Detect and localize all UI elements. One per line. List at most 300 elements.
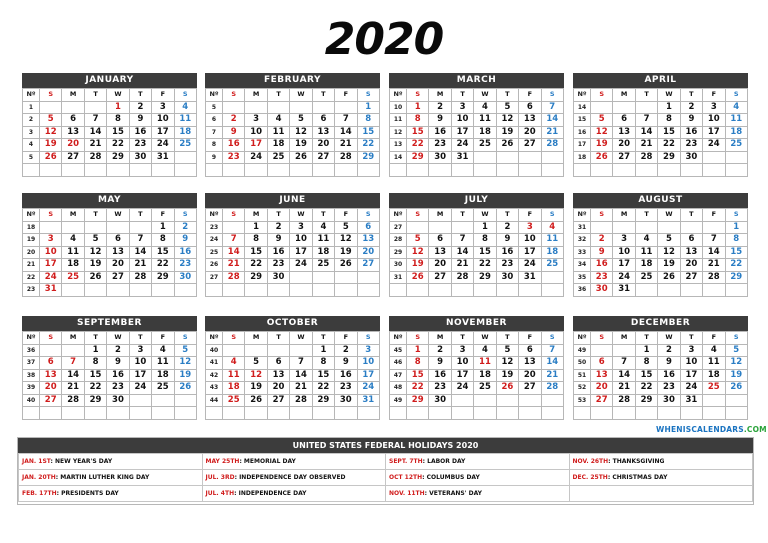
day-cell: 9 <box>267 234 289 247</box>
week-number: 43 <box>206 382 223 395</box>
day-cell: 15 <box>107 126 129 139</box>
day-cell: 11 <box>703 357 725 370</box>
day-cell <box>223 284 245 297</box>
day-cell <box>519 151 541 164</box>
week-number: 14 <box>390 151 407 164</box>
day-cell: 26 <box>40 151 62 164</box>
day-cell: 30 <box>129 151 151 164</box>
week-row <box>23 246 197 259</box>
week-row <box>390 357 564 370</box>
day-cell: 17 <box>613 259 635 272</box>
day-cell <box>152 164 174 177</box>
week-row <box>574 114 748 127</box>
brand-domain: .COM <box>743 425 767 434</box>
day-cell: 12 <box>290 126 312 139</box>
day-cell: 9 <box>223 126 245 139</box>
day-cell: 26 <box>496 139 518 152</box>
day-cell: 29 <box>245 271 267 284</box>
day-cell: 27 <box>519 139 541 152</box>
day-cell: 14 <box>635 126 657 139</box>
week-number <box>390 284 407 297</box>
day-cell: 6 <box>429 234 451 247</box>
week-row <box>390 114 564 127</box>
week-number: 19 <box>23 234 40 247</box>
day-cell <box>174 407 196 420</box>
day-cell: 21 <box>541 369 563 382</box>
day-cell: 26 <box>407 271 429 284</box>
weekday-header: S <box>725 89 747 102</box>
week-row <box>206 221 380 234</box>
day-cell <box>541 284 563 297</box>
weekday-header: S <box>174 209 196 222</box>
day-cell: 7 <box>541 344 563 357</box>
day-cell: 24 <box>152 139 174 152</box>
day-cell: 24 <box>451 382 473 395</box>
day-cell: 29 <box>84 394 106 407</box>
week-number: 25 <box>206 246 223 259</box>
day-cell <box>174 164 196 177</box>
day-cell: 8 <box>152 234 174 247</box>
day-cell <box>496 407 518 420</box>
week-number: 44 <box>206 394 223 407</box>
day-cell: 22 <box>357 139 379 152</box>
day-cell: 16 <box>107 369 129 382</box>
week-number: 14 <box>574 101 591 114</box>
week-row <box>574 271 748 284</box>
week-row <box>206 139 380 152</box>
week-row <box>574 101 748 114</box>
day-cell <box>613 344 635 357</box>
day-cell: 22 <box>245 259 267 272</box>
day-cell: 6 <box>519 101 541 114</box>
day-cell: 19 <box>290 139 312 152</box>
day-cell: 13 <box>519 357 541 370</box>
day-cell: 13 <box>613 126 635 139</box>
day-cell: 19 <box>84 259 106 272</box>
day-cell <box>725 151 747 164</box>
day-cell: 19 <box>496 369 518 382</box>
day-cell: 3 <box>129 344 151 357</box>
day-cell <box>613 101 635 114</box>
day-cell: 5 <box>245 357 267 370</box>
day-cell <box>152 394 174 407</box>
day-cell: 28 <box>129 271 151 284</box>
day-cell: 21 <box>451 259 473 272</box>
weekday-header: S <box>541 332 563 345</box>
week-number <box>206 284 223 297</box>
week-number: 27 <box>206 271 223 284</box>
week-number: 40 <box>23 394 40 407</box>
weekday-header: T <box>496 209 518 222</box>
weekday-header: T <box>129 332 151 345</box>
day-cell <box>474 164 496 177</box>
day-cell: 24 <box>703 139 725 152</box>
month-october <box>205 316 380 420</box>
day-cell: 19 <box>174 369 196 382</box>
day-cell: 25 <box>635 271 657 284</box>
holiday-cell <box>202 486 386 502</box>
weekday-header: W <box>290 332 312 345</box>
week-number: 36 <box>23 344 40 357</box>
day-cell: 10 <box>152 114 174 127</box>
day-cell: 17 <box>129 369 151 382</box>
day-cell <box>62 284 84 297</box>
day-cell: 7 <box>129 234 151 247</box>
weekday-header: Nº <box>390 209 407 222</box>
day-cell <box>451 284 473 297</box>
day-cell: 20 <box>613 139 635 152</box>
day-cell: 18 <box>474 369 496 382</box>
day-cell: 30 <box>658 394 680 407</box>
day-cell <box>245 164 267 177</box>
holiday-cell <box>386 454 570 470</box>
day-cell: 4 <box>541 221 563 234</box>
day-cell: 29 <box>407 394 429 407</box>
day-cell: 3 <box>519 221 541 234</box>
day-cell: 24 <box>129 382 151 395</box>
day-cell: 16 <box>223 139 245 152</box>
day-cell <box>407 284 429 297</box>
day-cell <box>496 394 518 407</box>
day-cell: 19 <box>591 139 613 152</box>
day-cell: 13 <box>357 234 379 247</box>
week-row <box>390 246 564 259</box>
day-cell: 9 <box>107 357 129 370</box>
week-row <box>390 344 564 357</box>
day-cell <box>613 407 635 420</box>
day-cell: 2 <box>429 344 451 357</box>
day-cell: 5 <box>725 344 747 357</box>
day-cell <box>429 407 451 420</box>
weekday-header: Nº <box>206 332 223 345</box>
day-cell <box>335 271 357 284</box>
day-cell: 4 <box>474 101 496 114</box>
day-cell <box>84 284 106 297</box>
month-name: JANUARY <box>22 73 197 88</box>
day-cell <box>541 407 563 420</box>
week-row <box>390 151 564 164</box>
day-cell: 10 <box>703 114 725 127</box>
month-name: APRIL <box>573 73 748 88</box>
day-cell: 20 <box>519 369 541 382</box>
day-cell: 23 <box>591 271 613 284</box>
day-cell: 29 <box>658 151 680 164</box>
day-cell: 13 <box>429 246 451 259</box>
day-cell: 13 <box>267 369 289 382</box>
weekday-header: W <box>290 89 312 102</box>
week-row <box>23 259 197 272</box>
day-cell: 11 <box>635 246 657 259</box>
weekday-header: M <box>245 332 267 345</box>
day-cell: 12 <box>245 369 267 382</box>
day-cell <box>267 101 289 114</box>
day-cell: 22 <box>725 259 747 272</box>
day-cell: 8 <box>725 234 747 247</box>
day-cell <box>223 344 245 357</box>
day-cell <box>335 407 357 420</box>
day-cell: 19 <box>496 126 518 139</box>
day-cell: 11 <box>152 357 174 370</box>
week-number: 15 <box>574 114 591 127</box>
week-number: 5 <box>23 151 40 164</box>
day-cell: 6 <box>519 344 541 357</box>
week-number: 47 <box>390 369 407 382</box>
week-number: 33 <box>574 246 591 259</box>
month-june <box>205 193 380 297</box>
day-cell: 4 <box>725 101 747 114</box>
day-cell: 26 <box>174 382 196 395</box>
week-row <box>23 114 197 127</box>
weekday-header: S <box>174 89 196 102</box>
weekday-header: T <box>129 209 151 222</box>
day-cell: 7 <box>451 234 473 247</box>
day-cell: 20 <box>312 139 334 152</box>
week-row <box>206 164 380 177</box>
weekday-header: S <box>407 209 429 222</box>
day-cell <box>129 164 151 177</box>
day-cell <box>290 344 312 357</box>
week-number: 20 <box>23 246 40 259</box>
weekday-header: T <box>635 209 657 222</box>
day-cell: 25 <box>703 382 725 395</box>
week-number: 49 <box>574 344 591 357</box>
day-cell: 16 <box>129 126 151 139</box>
week-number: 22 <box>23 271 40 284</box>
day-cell: 30 <box>267 271 289 284</box>
day-cell <box>451 407 473 420</box>
week-number: 45 <box>390 344 407 357</box>
day-cell <box>519 407 541 420</box>
day-cell: 25 <box>62 271 84 284</box>
day-cell <box>84 101 106 114</box>
day-cell <box>658 221 680 234</box>
day-cell: 2 <box>335 344 357 357</box>
day-cell: 27 <box>312 151 334 164</box>
day-cell: 13 <box>312 126 334 139</box>
month-name: JULY <box>389 193 564 208</box>
day-cell <box>223 101 245 114</box>
day-cell: 22 <box>635 382 657 395</box>
week-row <box>390 369 564 382</box>
brand-logo[interactable] <box>656 425 767 434</box>
week-number: 9 <box>206 151 223 164</box>
day-cell: 26 <box>725 382 747 395</box>
day-cell: 23 <box>429 382 451 395</box>
holiday-name: : CHRISTMAS DAY <box>607 474 668 481</box>
day-cell: 1 <box>152 221 174 234</box>
day-cell: 22 <box>107 139 129 152</box>
holiday-cell <box>386 470 570 486</box>
day-cell <box>725 164 747 177</box>
day-cell: 3 <box>40 234 62 247</box>
day-cell: 9 <box>335 357 357 370</box>
day-cell: 11 <box>725 114 747 127</box>
week-number <box>23 407 40 420</box>
weekday-header: S <box>40 89 62 102</box>
holiday-cell <box>19 470 203 486</box>
week-number: 29 <box>390 246 407 259</box>
month-name: AUGUST <box>573 193 748 208</box>
day-cell: 26 <box>496 382 518 395</box>
day-cell <box>62 221 84 234</box>
day-cell: 5 <box>496 101 518 114</box>
week-number: 26 <box>206 259 223 272</box>
day-cell: 19 <box>40 139 62 152</box>
day-cell <box>451 221 473 234</box>
holiday-name: : INDEPENDENCE DAY OBSERVED <box>234 474 346 481</box>
day-cell <box>496 164 518 177</box>
day-cell: 8 <box>357 114 379 127</box>
weekday-header: M <box>613 209 635 222</box>
day-cell: 4 <box>174 101 196 114</box>
week-row <box>574 344 748 357</box>
day-cell <box>107 164 129 177</box>
day-cell <box>267 407 289 420</box>
day-cell: 10 <box>680 357 702 370</box>
holiday-cell <box>19 486 203 502</box>
day-cell: 23 <box>267 259 289 272</box>
day-cell: 26 <box>591 151 613 164</box>
day-cell: 11 <box>174 114 196 127</box>
day-cell: 15 <box>152 246 174 259</box>
weekday-header: T <box>635 89 657 102</box>
day-cell: 16 <box>680 126 702 139</box>
month-name: MAY <box>22 193 197 208</box>
day-cell: 5 <box>496 344 518 357</box>
day-cell <box>245 284 267 297</box>
weekday-header: S <box>591 332 613 345</box>
week-number: 38 <box>23 369 40 382</box>
day-cell <box>223 407 245 420</box>
day-cell: 27 <box>429 271 451 284</box>
day-cell: 6 <box>267 357 289 370</box>
weekday-header: S <box>223 332 245 345</box>
holiday-date: SEPT. 7TH <box>389 458 423 465</box>
day-cell: 22 <box>84 382 106 395</box>
holiday-name: : LABOR DAY <box>422 458 466 465</box>
week-number: 17 <box>574 139 591 152</box>
day-cell: 12 <box>591 126 613 139</box>
day-cell: 30 <box>429 394 451 407</box>
day-cell: 26 <box>290 151 312 164</box>
day-cell: 5 <box>591 114 613 127</box>
day-cell: 21 <box>335 139 357 152</box>
day-cell: 20 <box>40 382 62 395</box>
week-number: 4 <box>23 139 40 152</box>
week-number: 48 <box>390 382 407 395</box>
day-cell: 8 <box>658 114 680 127</box>
day-cell: 17 <box>245 139 267 152</box>
holiday-cell <box>386 486 570 502</box>
day-cell: 9 <box>680 114 702 127</box>
day-cell: 2 <box>267 221 289 234</box>
day-cell: 7 <box>613 357 635 370</box>
weekday-header: Nº <box>574 209 591 222</box>
weekday-header: T <box>496 89 518 102</box>
day-cell: 18 <box>174 126 196 139</box>
day-cell: 3 <box>290 221 312 234</box>
week-number <box>574 407 591 420</box>
day-cell: 10 <box>519 234 541 247</box>
day-cell <box>357 164 379 177</box>
weekday-header: F <box>152 209 174 222</box>
week-number: 53 <box>574 394 591 407</box>
day-cell <box>290 164 312 177</box>
weekday-header: T <box>680 89 702 102</box>
day-cell: 18 <box>62 259 84 272</box>
day-cell: 14 <box>223 246 245 259</box>
week-row <box>23 407 197 420</box>
day-cell: 30 <box>107 394 129 407</box>
weekday-header: S <box>174 332 196 345</box>
day-cell <box>62 164 84 177</box>
day-cell: 1 <box>84 344 106 357</box>
day-cell: 8 <box>245 234 267 247</box>
day-cell <box>496 284 518 297</box>
day-cell: 24 <box>40 271 62 284</box>
day-cell <box>474 394 496 407</box>
day-cell <box>519 394 541 407</box>
weekday-header: T <box>267 89 289 102</box>
day-cell: 25 <box>474 382 496 395</box>
day-cell <box>407 407 429 420</box>
day-cell <box>40 221 62 234</box>
week-row <box>390 139 564 152</box>
weekday-header: T <box>312 89 334 102</box>
day-cell <box>40 344 62 357</box>
day-cell: 17 <box>357 369 379 382</box>
day-cell: 2 <box>174 221 196 234</box>
day-cell: 3 <box>451 101 473 114</box>
week-row <box>23 126 197 139</box>
day-cell: 2 <box>496 221 518 234</box>
day-cell <box>635 284 657 297</box>
week-row <box>206 246 380 259</box>
weekday-header: F <box>335 209 357 222</box>
day-cell <box>407 164 429 177</box>
month-february <box>205 73 380 177</box>
day-cell: 24 <box>680 382 702 395</box>
day-cell: 10 <box>613 246 635 259</box>
day-cell <box>245 101 267 114</box>
weekday-header: M <box>245 89 267 102</box>
week-row <box>574 284 748 297</box>
holiday-date: DEC. 25TH <box>572 474 608 481</box>
holiday-name: : PRESIDENTS DAY <box>56 490 119 497</box>
week-row <box>574 126 748 139</box>
day-cell: 7 <box>703 234 725 247</box>
day-cell <box>62 407 84 420</box>
weekday-header: T <box>496 332 518 345</box>
week-row <box>390 234 564 247</box>
week-number: 51 <box>574 369 591 382</box>
day-cell: 24 <box>290 259 312 272</box>
holiday-name: : MARTIN LUTHER KING DAY <box>55 474 150 481</box>
week-number: 50 <box>574 357 591 370</box>
day-cell <box>703 284 725 297</box>
holiday-date: NOV. 11TH <box>389 490 425 497</box>
day-cell: 16 <box>267 246 289 259</box>
weekday-header: T <box>84 209 106 222</box>
day-cell: 17 <box>40 259 62 272</box>
day-cell: 18 <box>312 246 334 259</box>
day-cell <box>658 164 680 177</box>
day-cell: 23 <box>680 139 702 152</box>
day-cell: 20 <box>357 246 379 259</box>
month-name: DECEMBER <box>573 316 748 331</box>
day-cell: 15 <box>725 246 747 259</box>
week-row <box>23 139 197 152</box>
